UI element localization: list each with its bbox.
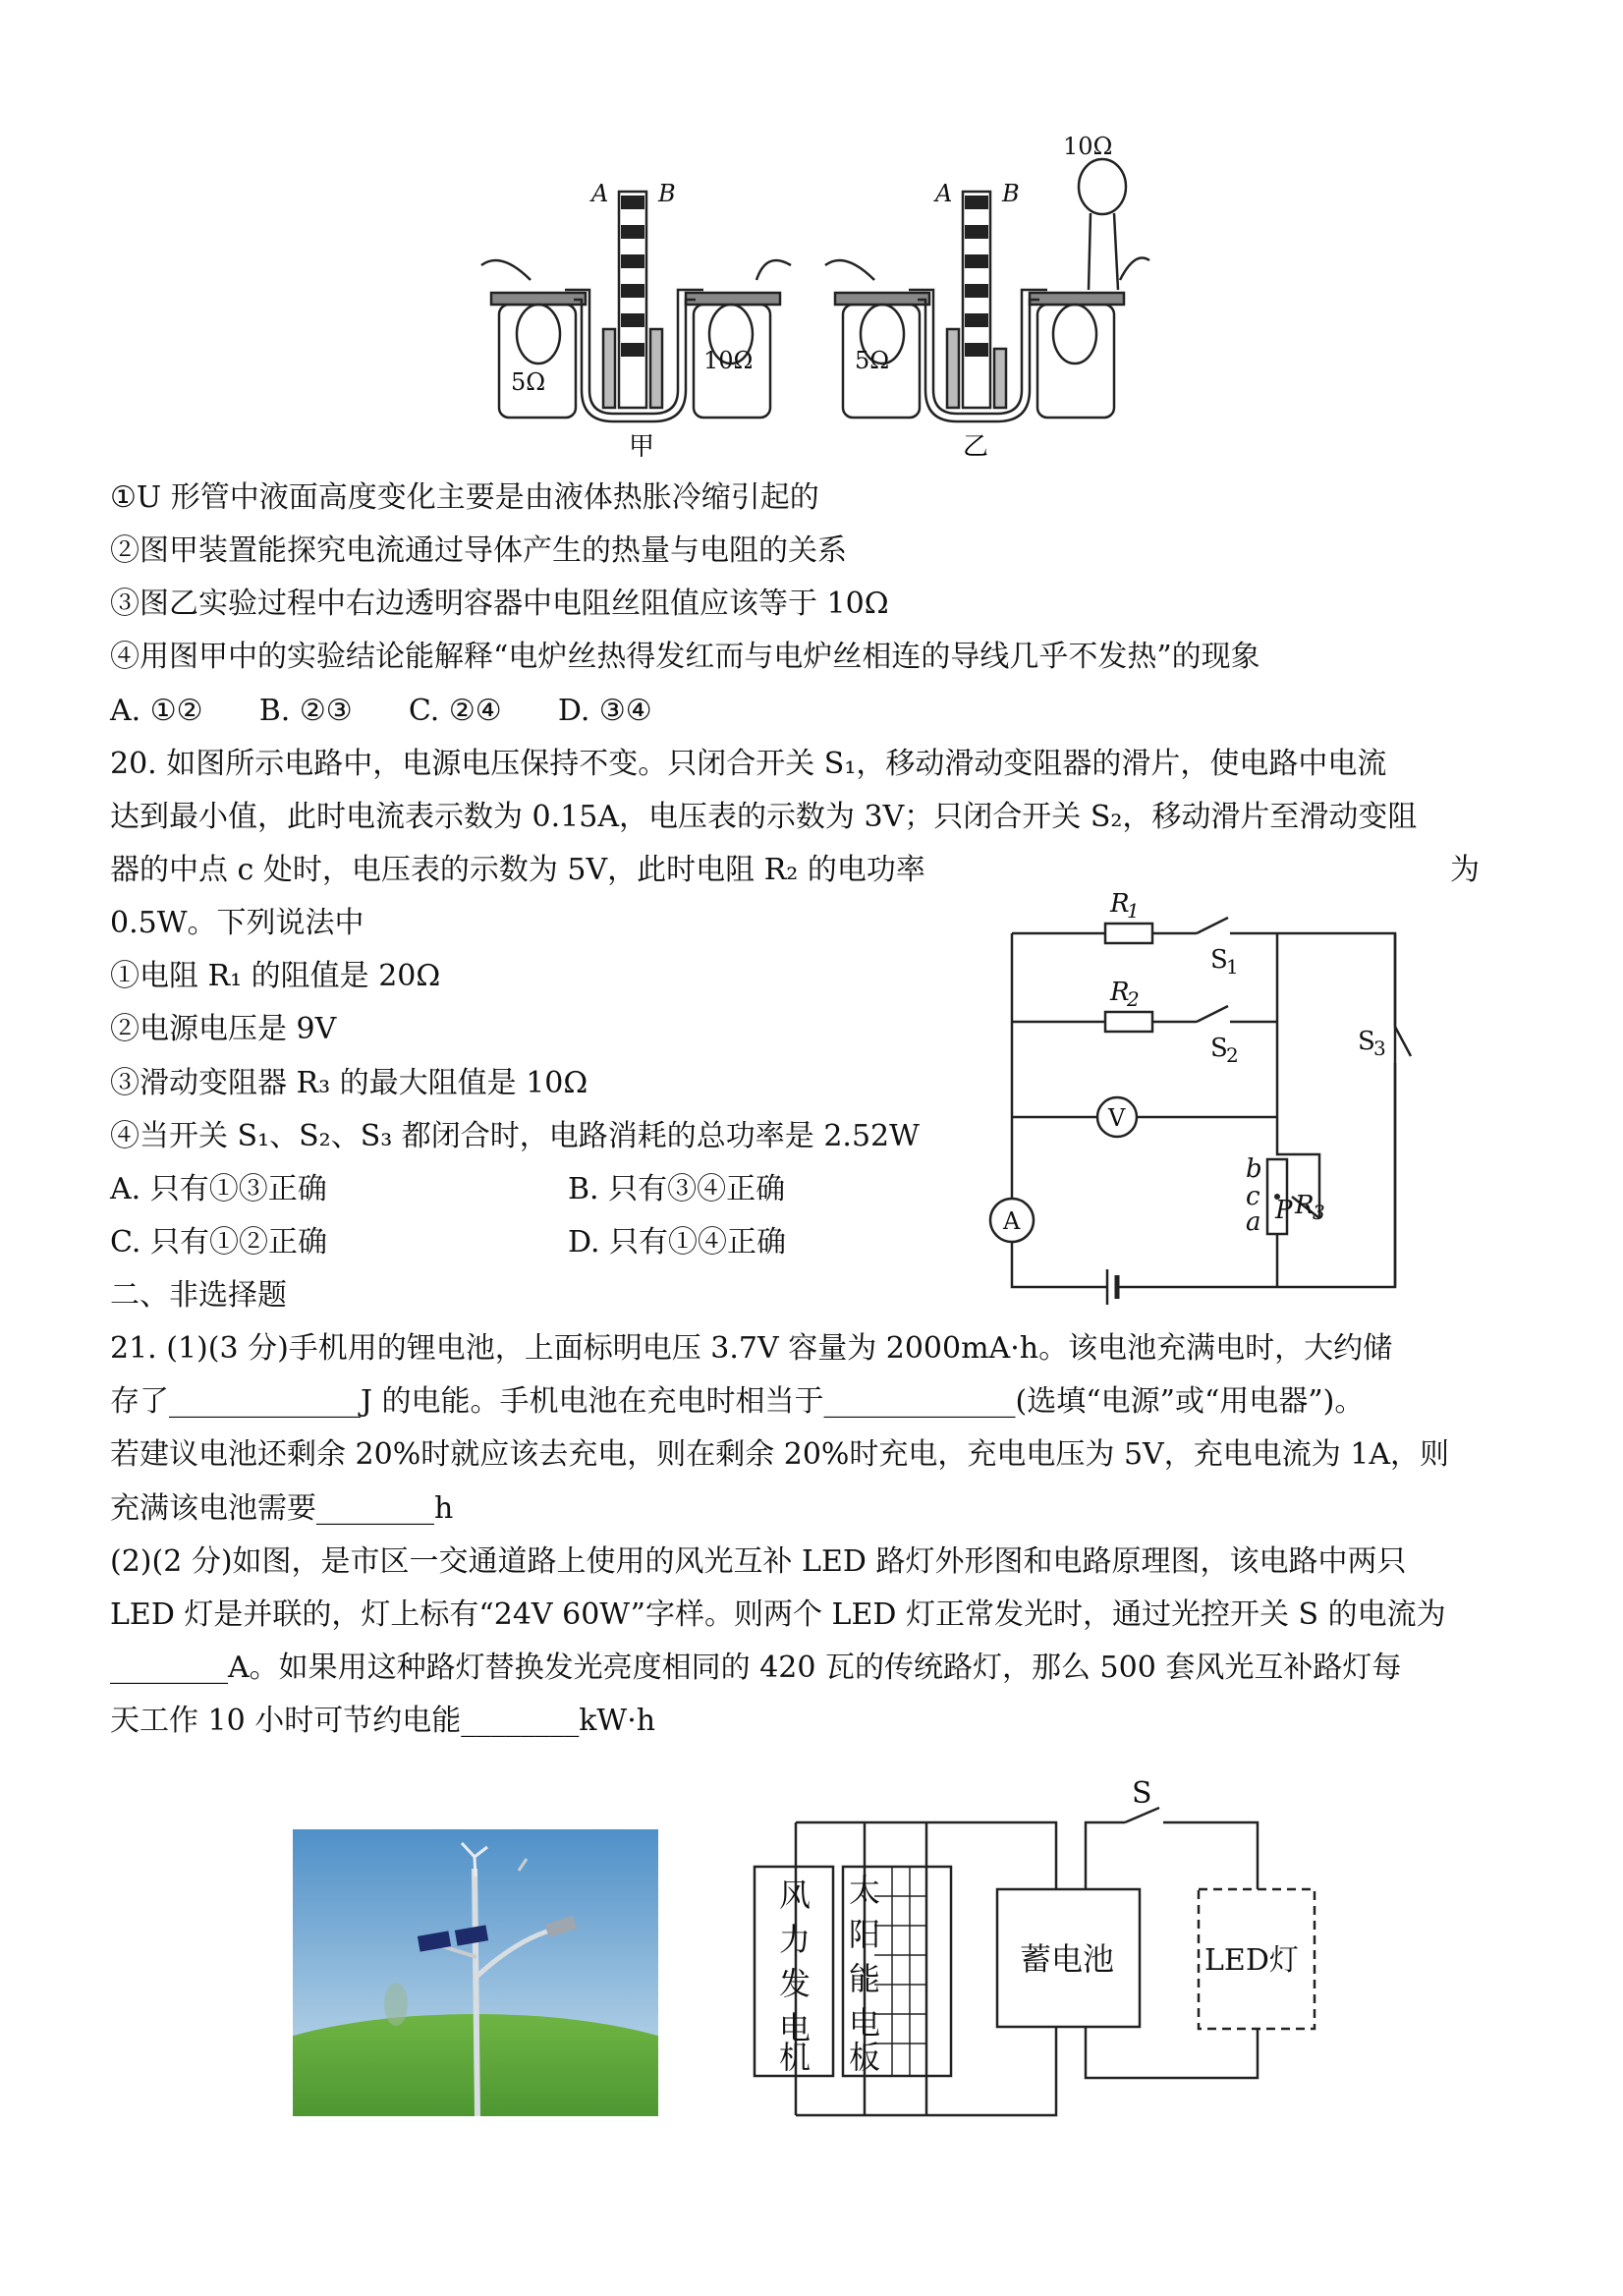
section-heading-nonchoice: 二、非选择题 <box>110 1278 287 1313</box>
label-10ohm-yi: 10Ω <box>1063 133 1113 160</box>
q19-statement-4: ④用图甲中的实验结论能解释“电炉丝热得发红而与电炉丝相连的导线几乎不发热”的现象 <box>110 640 1260 674</box>
battery-label: 蓄电池 <box>1020 1940 1115 1978</box>
label-R3: R <box>1295 1191 1315 1220</box>
label-R3-sub: 3 <box>1313 1201 1325 1224</box>
label-5ohm-jia: 5Ω <box>511 368 546 396</box>
q21-line-6: LED 灯是并联的，灯上标有“24V 60W”字样。则两个 LED 灯正常发光时，通过光控开关 S 的电流为 <box>110 1597 1446 1632</box>
q20-line-3b: 为 <box>1450 853 1480 887</box>
q20-statement-3: ③滑动变阻器 R₃ 的最大阻值是 10Ω <box>110 1066 588 1100</box>
wind-char-1: 风 <box>779 1876 812 1914</box>
wind-char-5: 机 <box>779 2039 812 2076</box>
led-lamp-label: LED灯 <box>1204 1943 1299 1978</box>
label-P: P <box>1275 1196 1293 1225</box>
q20-statement-1: ①电阻 R₁ 的阻值是 20Ω <box>110 959 441 993</box>
q20-statement-2: ②电源电压是 9V <box>110 1012 337 1046</box>
label-B-jia: B <box>658 180 676 207</box>
wind-char-2: 力 <box>779 1921 812 1958</box>
label-R2: R <box>1110 978 1130 1007</box>
solar-char-1: 太 <box>849 1872 881 1909</box>
wind-char-4: 电 <box>779 2009 812 2046</box>
q21-line-8: 天工作 10 小时可节约电能________kW·h <box>110 1704 656 1738</box>
label-S2-sub: 2 <box>1226 1043 1239 1067</box>
q19-statement-2: ②图甲装置能探究电流通过导体产生的热量与电阻的关系 <box>110 533 847 568</box>
label-S2: S <box>1210 1034 1228 1063</box>
q20-circuit-diagram <box>982 884 1415 1316</box>
solar-char-2: 阳 <box>849 1916 881 1953</box>
q21-line-4: 充满该电池需要________h <box>110 1491 454 1526</box>
label-A-yi: A <box>935 180 953 207</box>
solar-char-3: 能 <box>849 1960 881 1997</box>
q20-statement-4: ④当开关 S₁、S₂、S₃ 都闭合时，电路消耗的总功率是 2.52W <box>110 1119 920 1153</box>
street-lamp-photo <box>293 1829 658 2116</box>
ammeter-label: A <box>1003 1207 1021 1235</box>
q19-statement-1: ①U 形管中液面高度变化主要是由液体热胀冷缩引起的 <box>110 480 819 515</box>
q20-option-c: C. 只有①②正确 <box>110 1225 327 1260</box>
label-a: a <box>1246 1207 1261 1237</box>
q19-options: A. ①② B. ②③ C. ②④ D. ③④ <box>110 694 652 728</box>
label-S3: S <box>1358 1027 1375 1056</box>
voltmeter-label: V <box>1108 1104 1126 1132</box>
label-A-jia: A <box>591 180 609 207</box>
solar-char-4: 电 <box>849 2004 881 2042</box>
q20-option-b: B. 只有③④正确 <box>568 1172 786 1206</box>
led-circuit-diagram <box>747 1773 1336 2122</box>
label-R2-sub: 2 <box>1127 987 1140 1011</box>
q19-statement-3: ③图乙实验过程中右边透明容器中电阻丝阻值应该等于 10Ω <box>110 587 889 621</box>
switch-label: S <box>1132 1776 1152 1811</box>
q21-line-5: (2)(2 分)如图，是市区一交通道路上使用的风光互补 LED 路灯外形图和电路原理图，该电路中两只 <box>110 1544 1407 1579</box>
label-b: b <box>1246 1154 1262 1184</box>
q20-line-4: 0.5W。下列说法中 <box>110 906 364 940</box>
label-10ohm-jia: 10Ω <box>703 347 754 374</box>
label-S3-sub: 3 <box>1373 1036 1386 1060</box>
label-B-yi: B <box>1002 180 1020 207</box>
label-c: c <box>1246 1182 1260 1211</box>
q20-line-3a: 器的中点 c 处时，电压表的示数为 5V，此时电阻 R₂ 的电功率 <box>110 853 925 887</box>
q21-line-3: 若建议电池还剩余 20%时就应该去充电，则在剩余 20%时充电，充电电压为 5V，充电电流为 1A，则 <box>110 1437 1450 1472</box>
label-R1: R <box>1110 889 1130 919</box>
q21-line-7: ________A。如果用这种路灯替换发光亮度相同的 420 瓦的传统路灯，那么 500 套风光互补路灯每 <box>110 1651 1402 1685</box>
q21-line-2: 存了_____________J 的电能。手机电池在充电时相当于_____________(选填“电源”或“用电器”)。 <box>110 1384 1365 1419</box>
wind-char-3: 发 <box>779 1965 812 2002</box>
q20-line-2: 达到最小值，此时电流表示数为 0.15A，电压表的示数为 3V；只闭合开关 S₂，移动滑片至滑动变阻 <box>110 800 1418 834</box>
q20-line-1: 20. 如图所示电路中，电源电压保持不变。只闭合开关 S₁，移动滑动变阻器的滑片，使电路中电流 <box>110 747 1387 781</box>
solar-char-5: 板 <box>849 2039 881 2076</box>
figure-label-yi: 乙 <box>963 432 989 457</box>
q20-option-d: D. 只有①④正确 <box>568 1225 787 1260</box>
q21-line-1: 21. (1)(3 分)手机用的锂电池，上面标明电压 3.7V 容量为 2000mA·h。该电池充满电时，大约储 <box>110 1331 1393 1366</box>
label-S1-sub: 1 <box>1226 955 1239 979</box>
q20-option-a: A. 只有①③正确 <box>110 1172 327 1206</box>
label-R1-sub: 1 <box>1127 899 1140 923</box>
label-5ohm-yi: 5Ω <box>855 347 890 374</box>
label-S1: S <box>1210 945 1228 975</box>
figure-label-jia: 甲 <box>629 432 655 457</box>
heat-experiment-figure <box>472 133 1159 457</box>
